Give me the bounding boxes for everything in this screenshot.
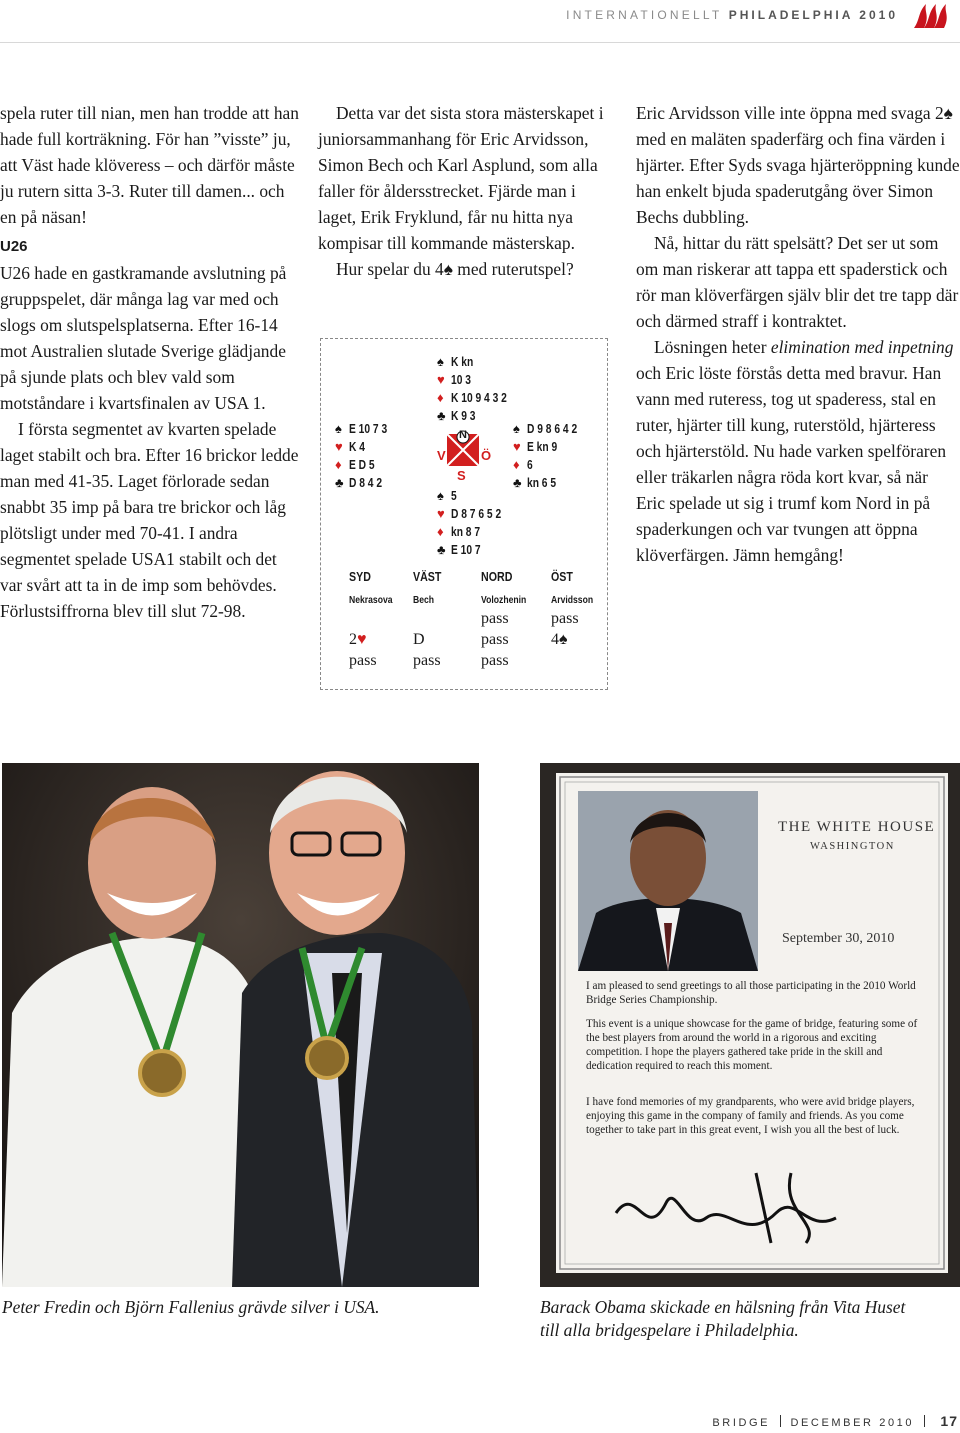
- bid: D: [413, 631, 425, 648]
- player-name: Bech: [413, 594, 435, 606]
- players-photo-illustration: [2, 763, 479, 1287]
- header-divider: [0, 42, 960, 43]
- flame-logo-icon: [910, 2, 950, 30]
- text-column-2: [318, 100, 612, 282]
- west-hand: ♠ E 10 7 3 ♥ K 4 ♦ E D 5 ♣ D 8 4 2: [335, 421, 388, 490]
- letterhead-subtitle: WASHINGTON: [810, 841, 895, 852]
- club-icon: ♣: [437, 408, 446, 423]
- paragraph: Lösningen heter elimination med inpetning och Eric löste förstås detta med bravur. Han vann med ruteress, tog ut spaderess, stal en ruter, hjärter till kung, ruterstöld, hjärteress och hjärterstöld. Nu hade varken spelföraren eller träkarlen några röda kort kvar, så när Eric spelade ut sig i trumf kom Nord in på spaderkungen och var tvungen att öppna klöverfärgen. Jämn hemgång!: [636, 337, 954, 565]
- heart-icon: ♥: [513, 439, 521, 454]
- photo-caption: Peter Fredin och Björn Fallenius grävde silver i USA.: [2, 1297, 380, 1317]
- bid-header: SYD: [349, 569, 371, 584]
- letterhead-title: THE WHITE HOUSE: [778, 819, 936, 835]
- paragraph: spela ruter till nian, men han trodde att han hade full korträkning. För han ”visste” ju, att Väst hade klöveress – och därför måste ju rutern sitta 3-3. Ruter till damen... och en på näsan!: [0, 103, 299, 227]
- footer-divider: [780, 1415, 781, 1427]
- text-column-3: [636, 100, 960, 568]
- bid: pass: [481, 652, 509, 669]
- spade-icon: ♠: [437, 488, 444, 503]
- diamond-icon: ♦: [437, 390, 444, 405]
- running-head: [566, 8, 898, 22]
- heart-icon: ♥: [335, 439, 343, 454]
- bid: pass: [481, 631, 509, 648]
- photo-white-house-letter: [540, 763, 960, 1287]
- page-number: 17: [940, 1413, 958, 1429]
- section-label: INTERNATIONELLT: [566, 8, 723, 22]
- spade-icon: ♠: [513, 421, 520, 436]
- diamond-icon: ♦: [335, 457, 342, 472]
- letter-paragraph: I am pleased to send greetings to all those participating in the 2010 World Bridge Series Championship.: [586, 980, 916, 1006]
- heart-icon: ♥: [357, 631, 367, 648]
- page-footer: [712, 1413, 958, 1429]
- problem-question: Hur spelar du 4♠ med ruterutspel?: [336, 259, 574, 279]
- diamond-icon: ♦: [513, 457, 520, 472]
- compass-east: Ö: [481, 448, 492, 463]
- spade-icon: ♠: [559, 631, 568, 648]
- photo-caption: Barack Obama skickade en hälsning från Vita Huset till alla bridgespelare i Philadelphia.: [540, 1297, 906, 1340]
- page-header: [0, 0, 960, 40]
- photo-players-with-medals: [2, 763, 479, 1287]
- bid: 4♠: [551, 631, 568, 648]
- north-hand: ♠ K kn ♥ 10 3 ♦ K 10 9 4 3 2 ♣ K 9 3: [437, 354, 507, 423]
- spade-icon: ♠: [443, 259, 453, 279]
- spade-icon: ♠: [335, 421, 342, 436]
- compass-west: V: [437, 448, 446, 463]
- heart-icon: ♥: [437, 506, 445, 521]
- player-name: Arvidsson: [551, 594, 594, 606]
- compass-north: N: [459, 429, 467, 441]
- bid-header: VÄST: [413, 569, 442, 584]
- bid: pass: [413, 652, 441, 669]
- section-heading: U26: [0, 238, 28, 255]
- bid: pass: [349, 652, 377, 669]
- heart-icon: ♥: [437, 372, 445, 387]
- spade-icon: ♠: [437, 354, 444, 369]
- text-column-1: [0, 100, 300, 624]
- letter-sheet: [556, 773, 948, 1273]
- bridge-deal-diagram: [320, 338, 608, 690]
- letter-paragraph: I have fond memories of my grandparents, who were avid bridge players, enjoying this game in the company of family and friends. As you come together to take part in this great event, I wish you all the best of luck.: [586, 1096, 915, 1136]
- spade-icon: ♠: [943, 103, 953, 123]
- bid: pass: [551, 610, 579, 627]
- diamond-icon: ♦: [437, 524, 444, 539]
- east-hand: ♠ D 9 8 6 4 2 ♥ E kn 9 ♦ 6 ♣ kn 6 5: [513, 421, 578, 490]
- letter-paragraph: This event is a unique showcase for the game of bridge, featuring some of the best players from around the world in a rigorous and exciting competition. I hope the players gathered take pride in the skill and dedication required to reach this moment.: [586, 1018, 918, 1072]
- letter-date: September 30, 2010: [782, 931, 895, 946]
- magazine-name: BRIDGE: [712, 1417, 771, 1429]
- compass-south: S: [457, 468, 466, 483]
- paragraph: Eric Arvidsson ville inte öppna med svaga 2♠ med en maläten spaderfärg och fina värden i hjärter. Efter Syds svaga hjärteröppning kunde han enkelt bjuda spaderutgång över Simon Bechs dubbling.: [636, 103, 960, 227]
- player-name: Nekrasova: [349, 594, 393, 606]
- topic-label: PHILADELPHIA 2010: [728, 8, 898, 22]
- club-icon: ♣: [513, 475, 522, 490]
- bid: pass: [481, 610, 509, 627]
- player-name: Volozhenin: [481, 594, 527, 606]
- club-icon: ♣: [335, 475, 344, 490]
- south-hand: ♠ 5 ♥ D 8 7 6 5 2 ♦ kn 8 7 ♣ E 10 7: [437, 488, 502, 557]
- club-icon: ♣: [437, 542, 446, 557]
- bid-header: NORD: [481, 569, 513, 584]
- paragraph: Detta var det sista stora mästerskapet i juniorsammanhang för Eric Arvidsson, Simon Bech och Karl Asplund, som alla faller för åldersstrecket. Fjärde man i laget, Erik Fryklund, får nu hitta nya kompisar till kommande mästerskap.: [318, 103, 604, 253]
- bid: 2♥: [349, 631, 367, 648]
- footer-divider: [924, 1415, 925, 1427]
- paragraph: Nå, hittar du rätt spelsätt? Det ser ut som om man riskerar att tappa ett spaderstick och rör man klöverfärgen själv blir det tre tapp där och därmed straff i kontraktet.: [636, 233, 959, 331]
- paragraph: U26 hade en gastkramande avslutning på gruppspelet, där många lag var med och slogs om slutspelsplatserna. Efter 16-14 mot Australien slutade Sverige glädjande på sjunde plats och blev vald som motståndare i kvartsfinalen av USA 1.: [0, 263, 287, 413]
- bid-header: ÖST: [551, 569, 573, 584]
- issue-label: DECEMBER 2010: [790, 1417, 915, 1429]
- paragraph: I första segmentet av kvarten spelade laget stabilt och bra. Efter 16 brickor ledde man med 41-35. Laget förlorade sedan snabbt 35 imp på bara tre brickor och låg plötsligt under med 70-41. I andra segmentet spelade USA1 stabilt och det var svårt att ta in de imp som behövdes. Förlustsiffrorna blev till slut 72-98.: [0, 419, 299, 621]
